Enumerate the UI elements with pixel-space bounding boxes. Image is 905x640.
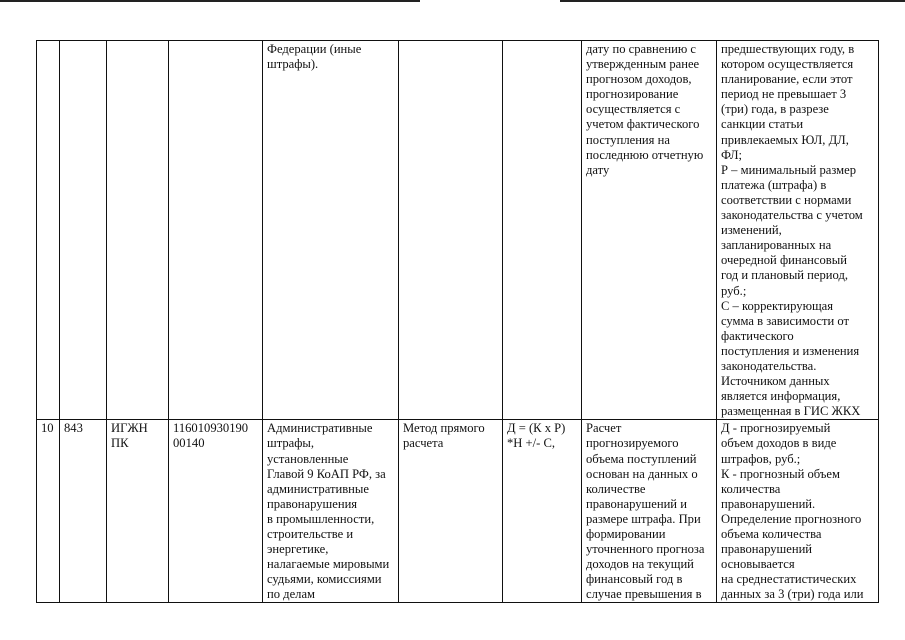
cell-kbk [169, 41, 263, 420]
cell-income-name: Федерации (иные штрафы). [263, 41, 399, 420]
cell-kbk: 116010930190 00140 [169, 420, 263, 603]
scan-edge-right [560, 0, 905, 2]
forecast-methods-table [36, 40, 879, 603]
cell-algorithm: Расчет прогнозируемого объема поступлений основан на данных о количестве правонарушений и размере штрафа. При формировании уточненного прогноза доходов на текущий финансовый год в случае превышения в [582, 420, 717, 603]
cell-row-number [37, 41, 60, 420]
cell-method [399, 41, 503, 420]
cell-description: предшествующих году, в котором осуществляется планирование, если этот период не превышает 3 (три) года, в разрезе санкции статьи привлекаемых ЮЛ, ДЛ, ФЛ; Р – минимальный размер платежа (штрафа) в соответствии с нормами законодательства с учетом изменений, запланированных на очередной финансовый год и плановый период, руб.; С – корректирующая сумма в зависимости от фактического поступления и изменения законодательства. Источником данных является информация, размещенная в ГИС ЖКХ [717, 41, 879, 420]
table-row [37, 41, 879, 420]
cell-administrator [107, 41, 169, 420]
cell-algorithm: дату по сравнению с утвержденным ранее прогнозом доходов, прогнозирование осуществляется с учетом фактического поступления на последнюю отчетную дату [582, 41, 717, 420]
cell-description: Д - прогнозируемый объем доходов в виде штрафов, руб.; К - прогнозный объем количества правонарушений. Определение прогнозного объема количества правонарушений основывается на среднестатистических данных за 3 (три) года или [717, 420, 879, 603]
cell-formula: Д = (К x Р) *Н +/- С, [503, 420, 582, 603]
cell-admin-code: 843 [60, 420, 107, 603]
cell-administrator: ИГЖН ПК [107, 420, 169, 603]
cell-formula [503, 41, 582, 420]
scan-edge-left [0, 0, 420, 2]
cell-admin-code [60, 41, 107, 420]
cell-method: Метод прямого расчета [399, 420, 503, 603]
cell-row-number: 10 [37, 420, 60, 603]
cell-income-name: Административные штрафы, установленные Главой 9 КоАП РФ, за административные правонарушения в промышленности, строительстве и энергетике, налагаемые мировыми судьями, комиссиями по делам [263, 420, 399, 603]
table-row [37, 420, 879, 603]
